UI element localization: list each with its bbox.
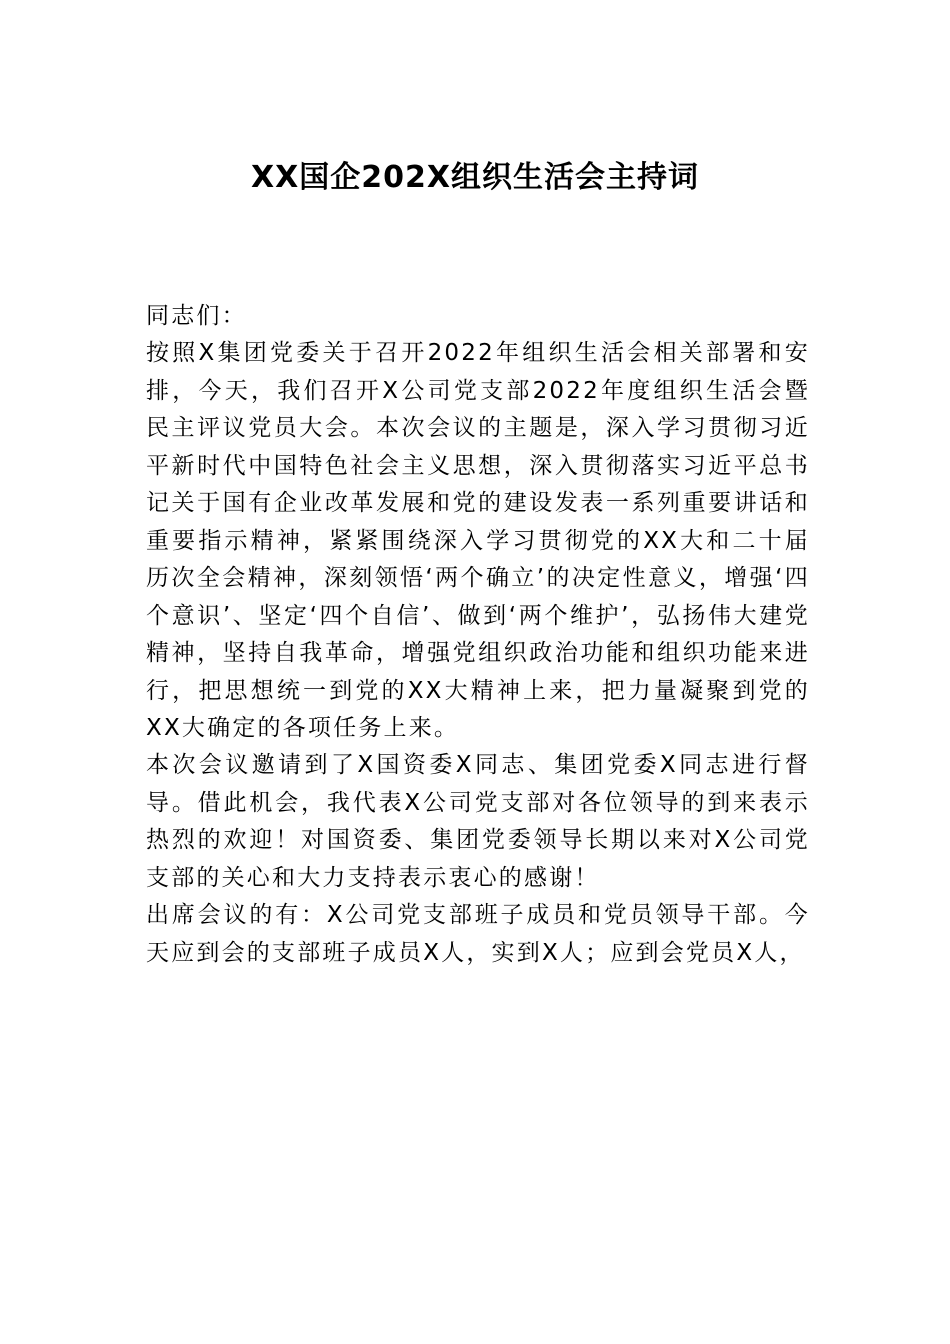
salutation: 同志们： bbox=[146, 303, 247, 329]
document-body bbox=[146, 298, 810, 972]
paragraph-attendance: 出席会议的有：X公司党支部班子成员和党员领导干部。今天应到会的支部班子成员X人，实到X人；应到会党员X人， bbox=[146, 902, 810, 966]
document-title: XX国企202X组织生活会主持词 bbox=[250, 160, 699, 195]
paragraph-meeting-theme: 按照X集团党委关于召开2022年组织生活会相关部署和安排，今天，我们召开X公司党支部2022年度组织生活会暨民主评议党员大会。本次会议的主题是，深入学习贯彻习近平新时代中国特色社会主义思想，深入贯彻落实习近平总书记关于国有企业改革发展和党的建设发表一系列重要讲话和重要指示精神，紧紧围绕深入学习贯彻党的XX大和二十届历次全会精神，深刻领悟‘两个确立’的决定性意义，增强‘四个意识’、坚定‘四个自信’、做到‘两个维护’，弘扬伟大建党精神，坚持自我革命，增强党组织政治功能和组织功能来进行，把思想统一到党的XX大精神上来，把力量凝聚到党的XX大确定的各项任务上来。 bbox=[146, 340, 810, 741]
paragraph-guests: 本次会议邀请到了X国资委X同志、集团党委X同志进行督导。借此机会，我代表X公司党支部对各位领导的到来表示热烈的欢迎！对国资委、集团党委领导长期以来对X公司党支部的关心和大力支持表示衷心的感谢！ bbox=[146, 752, 810, 891]
